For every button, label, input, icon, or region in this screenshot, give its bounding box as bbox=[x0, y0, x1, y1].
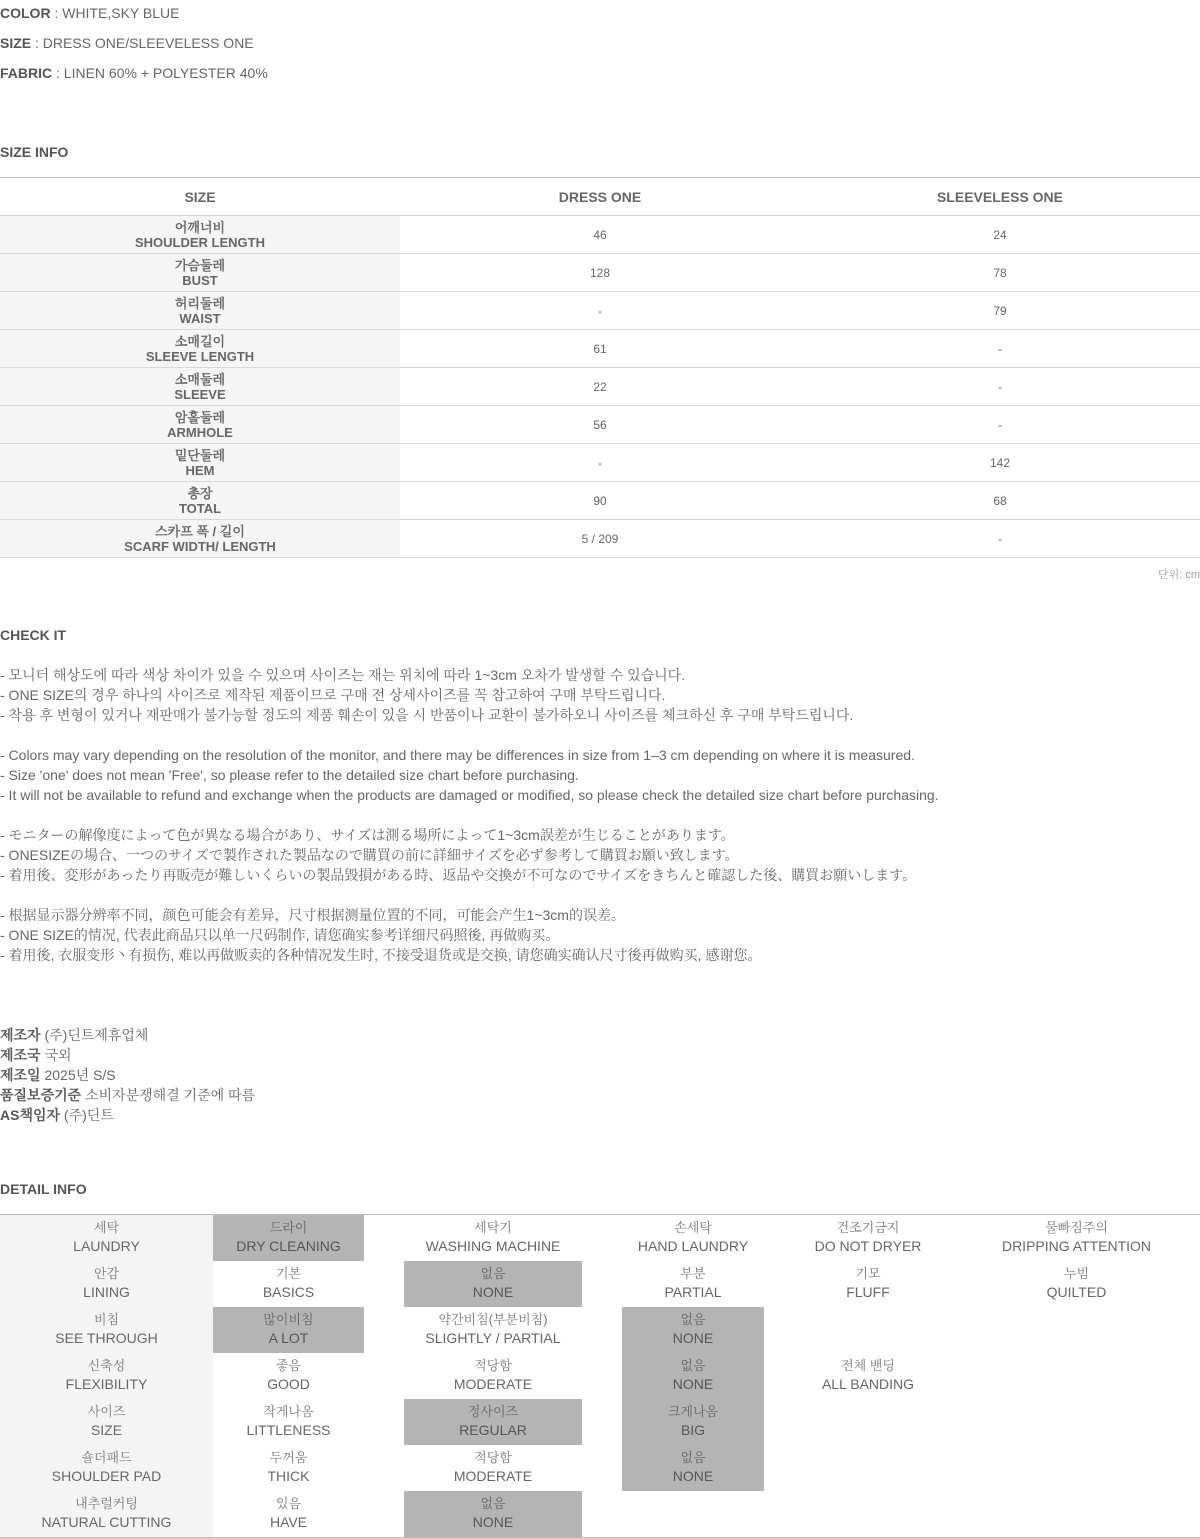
detail-header-en: SHOULDER PAD bbox=[51, 1468, 162, 1484]
size-row-label-ko: 암홀둘레 bbox=[174, 409, 226, 425]
maker-value: 2025년 S/S bbox=[40, 1067, 116, 1083]
detail-row-header bbox=[0, 1445, 213, 1491]
detail-option-ko: 없음 bbox=[680, 1312, 706, 1327]
detail-table bbox=[0, 1214, 1200, 1538]
detail-option-en: SLIGHTLY / PARTIAL bbox=[425, 1330, 561, 1346]
maker-label: 제조자 bbox=[0, 1027, 41, 1043]
detail-option-en: THICK bbox=[267, 1468, 310, 1484]
size-row-label bbox=[0, 444, 400, 482]
maker-line bbox=[0, 1045, 72, 1065]
notice-line: - 모니터 해상도에 따라 색상 차이가 있을 수 있으며 사이즈는 재는 위치에 따라 1~3cm 오차가 발생할 수 있습니다. bbox=[0, 667, 686, 683]
table-row bbox=[0, 406, 1200, 444]
detail-option bbox=[955, 1215, 1198, 1261]
maker-line bbox=[0, 1085, 255, 1105]
table-row bbox=[0, 330, 1200, 368]
detail-option-en: WASHING MACHINE bbox=[425, 1238, 561, 1254]
detail-option-ko: 크게나옴 bbox=[667, 1404, 719, 1419]
detail-option-ko: 기본 bbox=[275, 1266, 302, 1281]
detail-option-ko: 부분 bbox=[680, 1266, 706, 1281]
detail-option-en: FLUFF bbox=[846, 1284, 890, 1300]
sleeveless-one-value: - bbox=[800, 368, 1200, 406]
detail-option-selected bbox=[622, 1307, 764, 1353]
detail-header-ko: 안감 bbox=[93, 1266, 120, 1281]
detail-option bbox=[213, 1445, 364, 1491]
spec-value: : LINEN 60% + POLYESTER 40% bbox=[52, 65, 268, 81]
spec-size bbox=[0, 35, 254, 51]
detail-option-en: QUILTED bbox=[1046, 1284, 1107, 1300]
dress-one-value: 46 bbox=[400, 216, 800, 254]
dress-one-value: 128 bbox=[400, 254, 800, 292]
detail-option-selected bbox=[213, 1307, 364, 1353]
detail-option-en: PARTIAL bbox=[664, 1284, 722, 1300]
table-row bbox=[0, 292, 1200, 330]
table-row bbox=[0, 254, 1200, 292]
notice-line: - Colors may vary depending on the resolution of the monitor, and there may be differences in size from 1–3 cm depending on where it is measured. bbox=[0, 747, 915, 763]
dress-one-value: 22 bbox=[400, 368, 800, 406]
detail-option-en: BIG bbox=[680, 1422, 706, 1438]
notice-line: - 着用後, 衣服变形丶有损伤, 难以再做贩卖的各种情况发生时, 不接受退货或是交换, 请您确实确认尺寸後再做购买, 感谢您。 bbox=[0, 947, 762, 963]
detail-row bbox=[0, 1491, 1200, 1537]
size-row-label-en: SLEEVE bbox=[174, 386, 226, 402]
detail-row bbox=[0, 1353, 1200, 1399]
detail-option-ko: 세탁기 bbox=[474, 1220, 512, 1235]
detail-option bbox=[213, 1261, 364, 1307]
detail-option-selected bbox=[622, 1399, 764, 1445]
detail-option-ko: 정사이즈 bbox=[467, 1404, 519, 1419]
maker-label: AS책임자 bbox=[0, 1107, 61, 1123]
table-row bbox=[0, 520, 1200, 558]
detail-option-ko: 없음 bbox=[680, 1358, 706, 1373]
detail-option-en: DRY CLEANING bbox=[236, 1238, 341, 1254]
maker-value: (주)딘트제휴업체 bbox=[40, 1027, 149, 1043]
detail-header-en: SEE THROUGH bbox=[55, 1330, 158, 1346]
detail-header-ko: 비침 bbox=[93, 1312, 120, 1327]
detail-option-selected bbox=[404, 1491, 582, 1537]
detail-header-ko: 내추럴커팅 bbox=[75, 1496, 138, 1511]
sleeveless-one-value: 79 bbox=[800, 292, 1200, 330]
dress-one-value: 5 / 209 bbox=[400, 520, 800, 558]
size-row-label-en: SHOULDER LENGTH bbox=[135, 234, 265, 250]
size-row-label-en: WAIST bbox=[179, 310, 221, 326]
size-row-label-ko: 스카프 폭 / 길이 bbox=[155, 523, 245, 539]
detail-option bbox=[213, 1353, 364, 1399]
dress-one-value: - bbox=[400, 444, 800, 482]
detail-option-ko: 있음 bbox=[275, 1496, 302, 1511]
detail-option-en: A LOT bbox=[268, 1330, 309, 1346]
sleeveless-one-value: - bbox=[800, 406, 1200, 444]
detail-option-ko: 많이비침 bbox=[263, 1312, 314, 1327]
sleeveless-one-value: 78 bbox=[800, 254, 1200, 292]
notice-line: - 根据显示器分辨率不同，颜色可能会有差异，尺寸根据测量位置的不同，可能会产生1~3cm的误差。 bbox=[0, 907, 625, 923]
detail-option-en: NONE bbox=[672, 1468, 714, 1484]
detail-row-header bbox=[0, 1491, 213, 1537]
notice-line: - It will not be available to refund and exchange when the products are damaged or modified, so please check the detailed size chart before purchasing. bbox=[0, 787, 939, 803]
size-row-label-en: HEM bbox=[185, 462, 215, 478]
detail-option-ko: 없음 bbox=[680, 1450, 706, 1465]
detail-option-en: HAVE bbox=[269, 1514, 308, 1530]
detail-option-selected bbox=[622, 1353, 764, 1399]
detail-header-ko: 신축성 bbox=[87, 1358, 126, 1373]
detail-option-ko: 약간비침(부분비침) bbox=[438, 1312, 548, 1327]
dress-one-value: 56 bbox=[400, 406, 800, 444]
detail-option-ko: 적당함 bbox=[474, 1358, 512, 1373]
detail-row-header bbox=[0, 1353, 213, 1399]
detail-option-ko: 좋음 bbox=[275, 1358, 302, 1373]
size-row-label bbox=[0, 406, 400, 444]
detail-option-en: MODERATE bbox=[453, 1468, 533, 1484]
detail-header-en: LAUNDRY bbox=[73, 1238, 140, 1254]
detail-header-ko: 세탁 bbox=[93, 1220, 120, 1235]
detail-option-en: DO NOT DRYER bbox=[814, 1238, 922, 1254]
detail-option-selected bbox=[404, 1399, 582, 1445]
detail-option-en: NONE bbox=[672, 1330, 714, 1346]
detail-header-en: NATURAL CUTTING bbox=[41, 1514, 172, 1530]
spec-fabric bbox=[0, 65, 268, 81]
detail-option-en: NONE bbox=[472, 1514, 514, 1530]
size-row-label bbox=[0, 254, 400, 292]
size-row-label bbox=[0, 330, 400, 368]
table-row bbox=[0, 444, 1200, 482]
maker-line bbox=[0, 1065, 116, 1085]
detail-option bbox=[790, 1261, 946, 1307]
maker-value: 소비자분쟁해결 기준에 따름 bbox=[81, 1087, 256, 1103]
size-row-label bbox=[0, 292, 400, 330]
detail-option bbox=[404, 1445, 582, 1491]
header-size: SIZE bbox=[0, 178, 400, 216]
notice-line: - 착용 후 변형이 있거나 재판매가 불가능할 정도의 제품 훼손이 있을 시 반품이나 교환이 불가하오니 사이즈를 체크하신 후 구매 부탁드립니다. bbox=[0, 707, 854, 723]
detail-header-ko: 사이즈 bbox=[87, 1404, 126, 1419]
detail-option-en: ALL BANDING bbox=[821, 1376, 915, 1392]
size-row-label-en: TOTAL bbox=[178, 500, 222, 516]
detail-option-ko: 없음 bbox=[480, 1266, 506, 1281]
detail-option-ko: 손세탁 bbox=[674, 1220, 712, 1235]
detail-header-en: LINING bbox=[83, 1284, 130, 1300]
notice-line: - モニターの解像度によって色が異なる場合があり、サイズは測る場所によって1~3cm誤差が生じることがあります。 bbox=[0, 827, 735, 843]
detail-option bbox=[404, 1307, 582, 1353]
detail-option bbox=[790, 1353, 946, 1399]
detail-row-header bbox=[0, 1399, 213, 1445]
table-row bbox=[0, 216, 1200, 254]
size-table-header bbox=[0, 178, 1200, 216]
maker-value: 국외 bbox=[40, 1047, 72, 1063]
detail-option-selected bbox=[404, 1261, 582, 1307]
detail-option-en: MODERATE bbox=[453, 1376, 533, 1392]
detail-option-en: HAND LAUNDRY bbox=[637, 1238, 749, 1254]
detail-option-ko: 건조기금지 bbox=[836, 1220, 900, 1235]
maker-value: (주)딘트 bbox=[60, 1107, 114, 1123]
detail-option bbox=[622, 1261, 764, 1307]
size-row-label-ko: 소매길이 bbox=[174, 333, 226, 349]
dress-one-value: 90 bbox=[400, 482, 800, 520]
size-table bbox=[0, 177, 1200, 558]
detail-info-title: DETAIL INFO bbox=[0, 1181, 87, 1197]
dress-one-value: 61 bbox=[400, 330, 800, 368]
sleeveless-one-value: - bbox=[800, 520, 1200, 558]
detail-option-ko: 적당함 bbox=[474, 1450, 512, 1465]
detail-option-en: NONE bbox=[672, 1376, 714, 1392]
size-row-label-en: ARMHOLE bbox=[167, 424, 233, 440]
detail-header-ko: 숄더패드 bbox=[81, 1450, 132, 1465]
size-row-label-en: SLEEVE LENGTH bbox=[145, 348, 255, 364]
detail-option bbox=[404, 1215, 582, 1261]
spec-label: SIZE bbox=[0, 35, 32, 51]
detail-option bbox=[955, 1261, 1198, 1307]
sleeveless-one-value: 24 bbox=[800, 216, 1200, 254]
table-row bbox=[0, 482, 1200, 520]
notice-line: - Size 'one' does not mean 'Free', so please refer to the detailed size chart before purchasing. bbox=[0, 767, 579, 783]
detail-option-selected bbox=[622, 1445, 764, 1491]
detail-option-ko: 작게나옴 bbox=[263, 1404, 314, 1419]
size-row-label-ko: 밑단둘레 bbox=[174, 447, 226, 463]
spec-color bbox=[0, 5, 179, 21]
detail-option-ko: 없음 bbox=[480, 1496, 506, 1511]
detail-row bbox=[0, 1399, 1200, 1445]
maker-label: 제조일 bbox=[0, 1067, 41, 1083]
sleeveless-one-value: - bbox=[800, 330, 1200, 368]
detail-option-ko: 드라이 bbox=[269, 1220, 308, 1235]
detail-row bbox=[0, 1215, 1200, 1261]
check-it-title: CHECK IT bbox=[0, 627, 67, 643]
size-row-label bbox=[0, 216, 400, 254]
detail-row bbox=[0, 1445, 1200, 1491]
detail-option-ko: 물빠짐주의 bbox=[1045, 1220, 1108, 1235]
detail-option bbox=[213, 1491, 364, 1537]
detail-option-en: LITTLENESS bbox=[246, 1422, 331, 1438]
size-row-label-en: SCARF WIDTH/ LENGTH bbox=[124, 538, 276, 554]
notice-line: - ONESIZEの場合、一つのサイズで製作された製品なので購買の前に詳細サイズを必ず参考して購買お願い致します。 bbox=[0, 847, 739, 863]
detail-row-header bbox=[0, 1215, 213, 1261]
detail-option-en: DRIPPING ATTENTION bbox=[1001, 1238, 1152, 1254]
detail-option-ko: 누빔 bbox=[1063, 1266, 1090, 1281]
detail-header-en: SIZE bbox=[90, 1422, 123, 1438]
size-row-label-ko: 가슴둘레 bbox=[174, 257, 226, 273]
detail-option-ko: 전체 밴딩 bbox=[841, 1358, 895, 1373]
table-row bbox=[0, 368, 1200, 406]
size-info-title: SIZE INFO bbox=[0, 144, 69, 160]
detail-option-ko: 기모 bbox=[855, 1266, 881, 1281]
detail-option-ko: 두꺼움 bbox=[269, 1450, 308, 1465]
header-sleeveless-one: SLEEVELESS ONE bbox=[800, 178, 1200, 216]
spec-label: FABRIC bbox=[0, 65, 53, 81]
detail-option-en: BASICS bbox=[262, 1284, 315, 1300]
detail-row bbox=[0, 1261, 1200, 1307]
detail-option-en: REGULAR bbox=[459, 1422, 527, 1438]
maker-line bbox=[0, 1025, 148, 1045]
sleeveless-one-value: 142 bbox=[800, 444, 1200, 482]
size-row-label-en: BUST bbox=[182, 272, 218, 288]
detail-row bbox=[0, 1307, 1200, 1353]
detail-option-en: NONE bbox=[472, 1284, 514, 1300]
spec-value: : WHITE,SKY BLUE bbox=[50, 5, 180, 21]
spec-value: : DRESS ONE/SLEEVELESS ONE bbox=[31, 35, 254, 51]
detail-option bbox=[622, 1215, 764, 1261]
notice-line: - 着用後、変形があったり再販売が難しいくらいの製品毀損がある時、返品や交換が不可なのでサイズをきちんと確認した後、購買お願いします。 bbox=[0, 867, 917, 883]
header-dress-one: DRESS ONE bbox=[400, 178, 800, 216]
detail-row-header bbox=[0, 1261, 213, 1307]
notice-line: - ONE SIZE의 경우 하나의 사이즈로 제작된 제품이므로 구매 전 상세사이즈를 꼭 참고하여 구매 부탁드립니다. bbox=[0, 687, 666, 703]
size-row-label-ko: 총장 bbox=[187, 485, 213, 501]
detail-option bbox=[404, 1353, 582, 1399]
size-row-label-ko: 어깨너비 bbox=[174, 219, 226, 235]
spec-label: COLOR bbox=[0, 5, 51, 21]
unit-note: 단위: cm bbox=[1157, 569, 1200, 581]
notice-line: - ONE SIZE的情况, 代表此商品只以单一尺码制作, 请您确实参考详细尺码照後, 再做购买。 bbox=[0, 927, 560, 943]
detail-option-en: GOOD bbox=[267, 1376, 310, 1392]
detail-header-en: FLEXIBILITY bbox=[65, 1376, 148, 1392]
size-row-label bbox=[0, 368, 400, 406]
maker-line bbox=[0, 1105, 114, 1125]
maker-label: 품질보증기준 bbox=[0, 1087, 82, 1103]
detail-row-header bbox=[0, 1307, 213, 1353]
detail-option bbox=[790, 1215, 946, 1261]
maker-label: 제조국 bbox=[0, 1047, 41, 1063]
dress-one-value: - bbox=[400, 292, 800, 330]
size-row-label-ko: 허리둘레 bbox=[174, 295, 226, 311]
size-row-label bbox=[0, 520, 400, 558]
detail-option-selected bbox=[213, 1215, 364, 1261]
sleeveless-one-value: 68 bbox=[800, 482, 1200, 520]
detail-option bbox=[213, 1399, 364, 1445]
size-row-label-ko: 소매둘레 bbox=[174, 371, 226, 387]
size-row-label bbox=[0, 482, 400, 520]
